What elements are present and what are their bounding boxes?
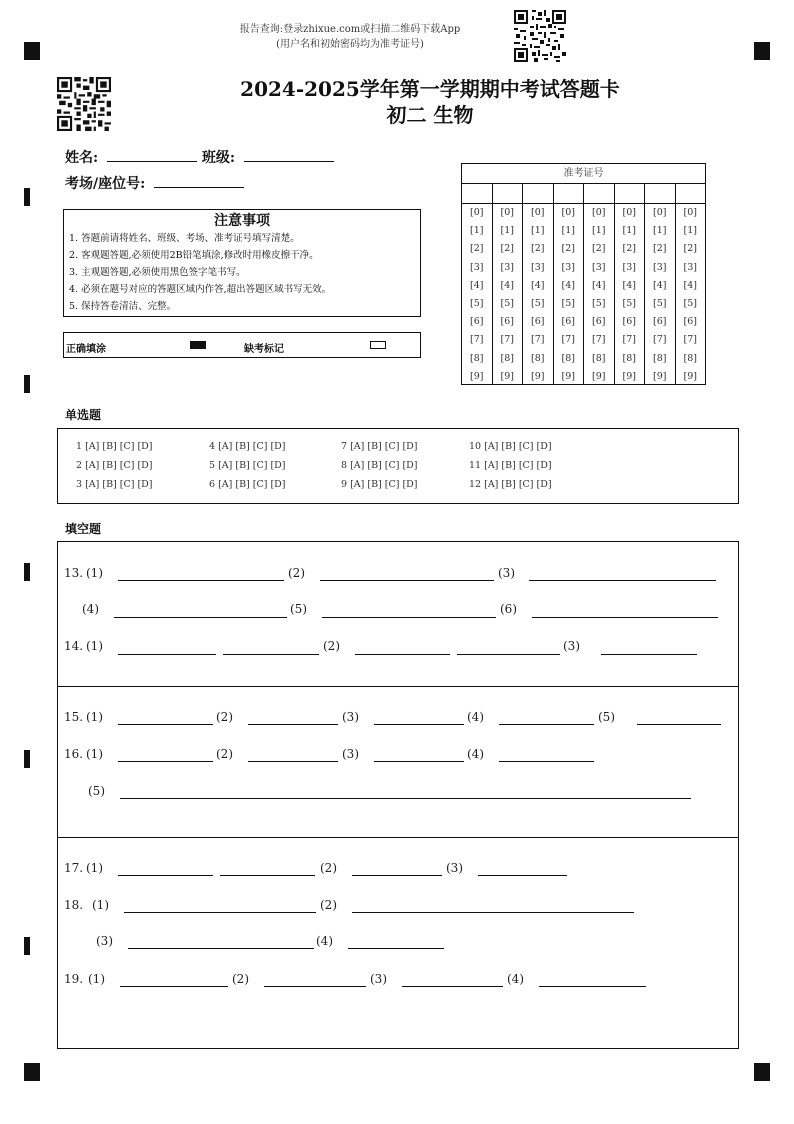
ticket-digit-bubble[interactable]: [8] [500, 352, 514, 364]
fill-legend [63, 332, 421, 358]
choice-item[interactable]: 5 [A] [B] [C] [D] [209, 460, 286, 471]
ticket-digit-write-box[interactable] [554, 184, 584, 204]
q15-answer-3[interactable] [374, 724, 464, 725]
ticket-digit-bubble[interactable]: [4] [470, 279, 484, 291]
ticket-digit-options [615, 204, 645, 386]
q18-answer-2[interactable] [352, 912, 634, 913]
choice-item[interactable]: 4 [A] [B] [C] [D] [209, 441, 286, 452]
notes-item: 2. 客观题答题,必须使用2B铅笔填涂,修改时用橡皮擦干净。 [69, 250, 319, 261]
ticket-digit-bubble[interactable]: [6] [561, 316, 575, 328]
registration-mark-top-left [24, 42, 40, 60]
q18-part3: (3) [96, 934, 113, 948]
ticket-digit-bubble[interactable]: [9] [500, 370, 514, 382]
notes-item: 3. 主观题答题,必须使用黑色签字笔书写。 [69, 267, 246, 278]
q15-answer-2[interactable] [248, 724, 338, 725]
registration-mark-bottom-right [754, 1063, 770, 1081]
notes-list [64, 230, 420, 315]
q14-answer-1a[interactable] [118, 654, 216, 655]
q15-part4: (4) [467, 710, 484, 724]
ticket-digit-bubble[interactable]: [8] [653, 352, 667, 364]
ticket-column [462, 184, 493, 385]
ticket-digit-options [645, 204, 675, 386]
q16-part1: (1) [86, 747, 103, 761]
ticket-digit-bubble[interactable]: [3] [683, 261, 697, 273]
ticket-digit-bubble[interactable]: [2] [592, 243, 606, 255]
ticket-digit-bubble[interactable]: [7] [622, 334, 636, 346]
ticket-digit-bubble[interactable]: [6] [500, 316, 514, 328]
ticket-digit-bubble[interactable]: [9] [653, 370, 667, 382]
ticket-digit-bubble[interactable]: [5] [500, 298, 514, 310]
q13-number: 13. [64, 566, 84, 580]
ticket-columns [462, 184, 705, 385]
choice-item[interactable]: 7 [A] [B] [C] [D] [341, 441, 418, 452]
q13-answer-5[interactable] [322, 617, 496, 618]
ticket-digit-bubble[interactable]: [8] [592, 352, 606, 364]
ticket-digit-bubble[interactable]: [4] [622, 279, 636, 291]
ticket-digit-bubble[interactable]: [1] [592, 225, 606, 237]
ticket-digit-bubble[interactable]: [1] [653, 225, 667, 237]
report-notice [200, 22, 500, 52]
ticket-digit-bubble[interactable]: [9] [470, 370, 484, 382]
ticket-digit-bubble[interactable]: [6] [470, 316, 484, 328]
q18-part4: (4) [316, 934, 333, 948]
ticket-digit-bubble[interactable]: [2] [561, 243, 575, 255]
q14-answer-2b[interactable] [457, 654, 560, 655]
q19-part1: (1) [88, 972, 105, 986]
q19-answer-3[interactable] [402, 986, 503, 987]
report-line-1: 报告查询:登录zhixue.com或扫描二维码下载App [239, 24, 461, 35]
seat-label: 考场/座位号: [65, 176, 146, 192]
q13-part5: (5) [290, 602, 307, 616]
ticket-digit-bubble[interactable]: [7] [470, 334, 484, 346]
q16-part3: (3) [342, 747, 359, 761]
absent-mark-label: 缺考标记 [244, 344, 284, 355]
ticket-digit-bubble[interactable]: [8] [561, 352, 575, 364]
choice-item[interactable]: 8 [A] [B] [C] [D] [341, 460, 418, 471]
ticket-column [554, 184, 585, 385]
ticket-column [523, 184, 554, 385]
exam-title: 2024-2025学年第一学期期中考试答题卡 [240, 77, 620, 101]
ticket-digit-bubble[interactable]: [2] [531, 243, 545, 255]
q13-part6: (6) [500, 602, 517, 616]
choice-item[interactable]: 3 [A] [B] [C] [D] [76, 479, 153, 490]
q19-answer-1[interactable] [120, 986, 228, 987]
q13-part2: (2) [288, 566, 305, 580]
q18-part2: (2) [320, 898, 337, 912]
q15-answer-5[interactable] [637, 724, 721, 725]
seat-field[interactable] [154, 173, 244, 188]
ticket-digit-bubble[interactable]: [6] [592, 316, 606, 328]
ticket-digit-bubble[interactable]: [4] [592, 279, 606, 291]
q19-answer-2[interactable] [264, 986, 366, 987]
ticket-digit-bubble[interactable]: [5] [683, 298, 697, 310]
q15-number: 15. [64, 710, 84, 724]
q14-part3: (3) [563, 639, 580, 653]
ticket-column [493, 184, 524, 385]
ticket-digit-bubble[interactable]: [5] [653, 298, 667, 310]
q18-number: 18. [64, 898, 84, 912]
ticket-digit-bubble[interactable]: [0] [561, 207, 575, 218]
choice-item[interactable]: 12 [A] [B] [C] [D] [469, 479, 552, 490]
ticket-digit-bubble[interactable]: [8] [531, 352, 545, 364]
ticket-digit-bubble[interactable]: [2] [470, 243, 484, 255]
ticket-digit-bubble[interactable]: [4] [653, 279, 667, 291]
q15-part3: (3) [342, 710, 359, 724]
ticket-digit-bubble[interactable]: [4] [500, 279, 514, 291]
ticket-digit-write-box[interactable] [493, 184, 523, 204]
q17-answer-3[interactable] [478, 875, 567, 876]
q16-answer-3[interactable] [374, 761, 464, 762]
ticket-digit-bubble[interactable]: [3] [470, 261, 484, 273]
fill-blank-box [57, 541, 739, 1049]
ticket-digit-bubble[interactable]: [6] [653, 316, 667, 328]
q13-answer-1[interactable] [118, 580, 284, 581]
ticket-digit-bubble[interactable]: [3] [561, 261, 575, 273]
ticket-digit-bubble[interactable]: [0] [622, 207, 636, 218]
ticket-column [615, 184, 646, 385]
ticket-digit-bubble[interactable]: [0] [500, 207, 514, 218]
ticket-digit-bubble[interactable]: [0] [470, 207, 484, 218]
ticket-digit-bubble[interactable]: [6] [622, 316, 636, 328]
report-line-2: (用户名和初始密码均为准考证号) [276, 39, 424, 50]
q15-part1: (1) [86, 710, 103, 724]
ticket-digit-bubble[interactable]: [9] [531, 370, 545, 382]
ticket-digit-bubble[interactable]: [2] [500, 243, 514, 255]
q17-answer-2[interactable] [352, 875, 442, 876]
absent-mark-box[interactable] [370, 341, 386, 349]
q13-answer-3[interactable] [529, 580, 716, 581]
q15-part5: (5) [598, 710, 615, 724]
q14-part1: (1) [86, 639, 103, 653]
ticket-digit-bubble[interactable]: [7] [561, 334, 575, 346]
ticket-digit-bubble[interactable]: [6] [683, 316, 697, 328]
ticket-digit-bubble[interactable]: [7] [592, 334, 606, 346]
class-field[interactable] [244, 147, 334, 162]
q18-answer-3[interactable] [128, 948, 314, 949]
q18-part1: (1) [92, 898, 109, 912]
ticket-digit-bubble[interactable]: [6] [531, 316, 545, 328]
ticket-column [645, 184, 676, 385]
ticket-digit-options [584, 204, 614, 386]
ticket-digit-bubble[interactable]: [2] [622, 243, 636, 255]
q14-part2: (2) [323, 639, 340, 653]
ticket-digit-bubble[interactable]: [4] [531, 279, 545, 291]
seat-info-row [65, 173, 244, 193]
q17-part3: (3) [446, 861, 463, 875]
timing-mark [24, 375, 30, 393]
q18-answer-1[interactable] [124, 912, 316, 913]
ticket-digit-write-box[interactable] [615, 184, 645, 204]
registration-mark-top-right [754, 42, 770, 60]
q19-part2: (2) [232, 972, 249, 986]
q17-answer-1a[interactable] [118, 875, 213, 876]
fill-blank-label: 填空题 [65, 522, 102, 536]
q15-answer-1[interactable] [118, 724, 213, 725]
q14-answer-2a[interactable] [355, 654, 450, 655]
notes-item: 5. 保持答卷清洁、完整。 [69, 301, 177, 312]
ticket-digit-bubble[interactable]: [5] [470, 298, 484, 310]
ticket-digit-bubble[interactable]: [3] [500, 261, 514, 273]
q17-number: 17. [64, 861, 84, 875]
q17-part2: (2) [320, 861, 337, 875]
q14-answer-1b[interactable] [223, 654, 319, 655]
ticket-digit-options [523, 204, 553, 386]
q18-answer-4[interactable] [348, 948, 444, 949]
q16-answer-5[interactable] [120, 798, 691, 799]
notes-box [63, 209, 421, 317]
ticket-digit-bubble[interactable]: [3] [531, 261, 545, 273]
ticket-digit-options [676, 204, 706, 386]
q16-answer-2[interactable] [248, 761, 338, 762]
single-choice-box [57, 428, 739, 504]
class-label: 班级: [201, 150, 236, 166]
ticket-digit-bubble[interactable]: [9] [561, 370, 575, 382]
exam-subject: 初二 生物 [386, 103, 474, 127]
choice-item[interactable]: 11 [A] [B] [C] [D] [469, 460, 552, 471]
correct-fill-sample [190, 341, 206, 349]
choice-item[interactable]: 10 [A] [B] [C] [D] [469, 441, 552, 452]
ticket-digit-bubble[interactable]: [1] [683, 225, 697, 237]
timing-mark [24, 563, 30, 581]
ticket-digit-bubble[interactable]: [0] [683, 207, 697, 218]
q19-part3: (3) [370, 972, 387, 986]
ticket-title: 准考证号 [462, 164, 705, 184]
q13-part3: (3) [498, 566, 515, 580]
admission-ticket-grid [461, 163, 706, 385]
ticket-digit-bubble[interactable]: [9] [592, 370, 606, 382]
section-divider [58, 837, 738, 838]
ticket-digit-bubble[interactable]: [5] [561, 298, 575, 310]
notes-item: 1. 答题前请将姓名、班级、考场、准考证号填写清楚。 [69, 233, 300, 244]
q13-part4: (4) [82, 602, 99, 616]
ticket-column [676, 184, 706, 385]
ticket-digit-bubble[interactable]: [5] [622, 298, 636, 310]
ticket-digit-bubble[interactable]: [8] [622, 352, 636, 364]
ticket-digit-bubble[interactable]: [3] [653, 261, 667, 273]
ticket-digit-bubble[interactable]: [2] [653, 243, 667, 255]
ticket-digit-write-box[interactable] [645, 184, 675, 204]
choice-item[interactable]: 1 [A] [B] [C] [D] [76, 441, 153, 452]
q16-part2: (2) [216, 747, 233, 761]
correct-fill-label: 正确填涂 [66, 344, 106, 355]
ticket-digit-bubble[interactable]: [5] [531, 298, 545, 310]
ticket-digit-bubble[interactable]: [0] [531, 207, 545, 218]
q17-answer-1b[interactable] [220, 875, 315, 876]
q14-answer-3[interactable] [601, 654, 697, 655]
ticket-digit-bubble[interactable]: [0] [592, 207, 606, 218]
q13-answer-2[interactable] [320, 580, 494, 581]
choice-item[interactable]: 9 [A] [B] [C] [D] [341, 479, 418, 490]
ticket-digit-bubble[interactable]: [4] [683, 279, 697, 291]
timing-mark [24, 188, 30, 206]
q16-answer-1[interactable] [118, 761, 213, 762]
q16-number: 16. [64, 747, 84, 761]
name-label: 姓名: [65, 150, 99, 166]
ticket-digit-write-box[interactable] [584, 184, 614, 204]
ticket-digit-bubble[interactable]: [1] [470, 225, 484, 237]
ticket-digit-options [462, 204, 492, 386]
ticket-digit-bubble[interactable]: [1] [500, 225, 514, 237]
ticket-digit-options [554, 204, 584, 386]
ticket-digit-bubble[interactable]: [7] [683, 334, 697, 346]
ticket-digit-bubble[interactable]: [7] [531, 334, 545, 346]
ticket-digit-bubble[interactable]: [9] [622, 370, 636, 382]
qr-code-download-icon [514, 10, 566, 62]
ticket-digit-bubble[interactable]: [1] [561, 225, 575, 237]
q16-answer-4[interactable] [499, 761, 594, 762]
timing-mark [24, 750, 30, 768]
ticket-digit-bubble[interactable]: [7] [653, 334, 667, 346]
ticket-digit-bubble[interactable]: [4] [561, 279, 575, 291]
ticket-digit-bubble[interactable]: [7] [500, 334, 514, 346]
ticket-digit-bubble[interactable]: [8] [470, 352, 484, 364]
ticket-digit-options [493, 204, 523, 386]
ticket-digit-bubble[interactable]: [0] [653, 207, 667, 218]
ticket-digit-bubble[interactable]: [1] [622, 225, 636, 237]
qr-code-student-icon [57, 77, 111, 131]
student-info-row [65, 147, 334, 167]
ticket-digit-bubble[interactable]: [3] [592, 261, 606, 273]
q13-answer-4[interactable] [114, 617, 287, 618]
ticket-digit-bubble[interactable]: [1] [531, 225, 545, 237]
notes-item: 4. 必须在题号对应的答题区域内作答,超出答题区域书写无效。 [69, 284, 332, 295]
ticket-digit-write-box[interactable] [676, 184, 706, 204]
q15-part2: (2) [216, 710, 233, 724]
q16-part5: (5) [88, 784, 105, 798]
name-field[interactable] [107, 147, 197, 162]
ticket-digit-bubble[interactable]: [9] [683, 370, 697, 382]
choice-item[interactable]: 6 [A] [B] [C] [D] [209, 479, 286, 490]
ticket-digit-write-box[interactable] [523, 184, 553, 204]
q13-answer-6[interactable] [532, 617, 718, 618]
choice-item[interactable]: 2 [A] [B] [C] [D] [76, 460, 153, 471]
registration-mark-bottom-left [24, 1063, 40, 1081]
q17-part1: (1) [86, 861, 103, 875]
notes-title: 注意事项 [214, 213, 270, 229]
single-choice-label: 单选题 [65, 408, 102, 422]
q16-part4: (4) [467, 747, 484, 761]
q13-part1: (1) [86, 566, 103, 580]
timing-mark [24, 937, 30, 955]
q19-answer-4[interactable] [539, 986, 646, 987]
section-divider [58, 686, 738, 687]
ticket-column [584, 184, 615, 385]
ticket-digit-bubble[interactable]: [3] [622, 261, 636, 273]
q15-answer-4[interactable] [499, 724, 594, 725]
ticket-digit-bubble[interactable]: [2] [683, 243, 697, 255]
q19-part4: (4) [507, 972, 524, 986]
q14-number: 14. [64, 639, 84, 653]
ticket-digit-bubble[interactable]: [8] [683, 352, 697, 364]
ticket-digit-bubble[interactable]: [5] [592, 298, 606, 310]
q19-number: 19. [64, 972, 84, 986]
ticket-digit-write-box[interactable] [462, 184, 492, 204]
